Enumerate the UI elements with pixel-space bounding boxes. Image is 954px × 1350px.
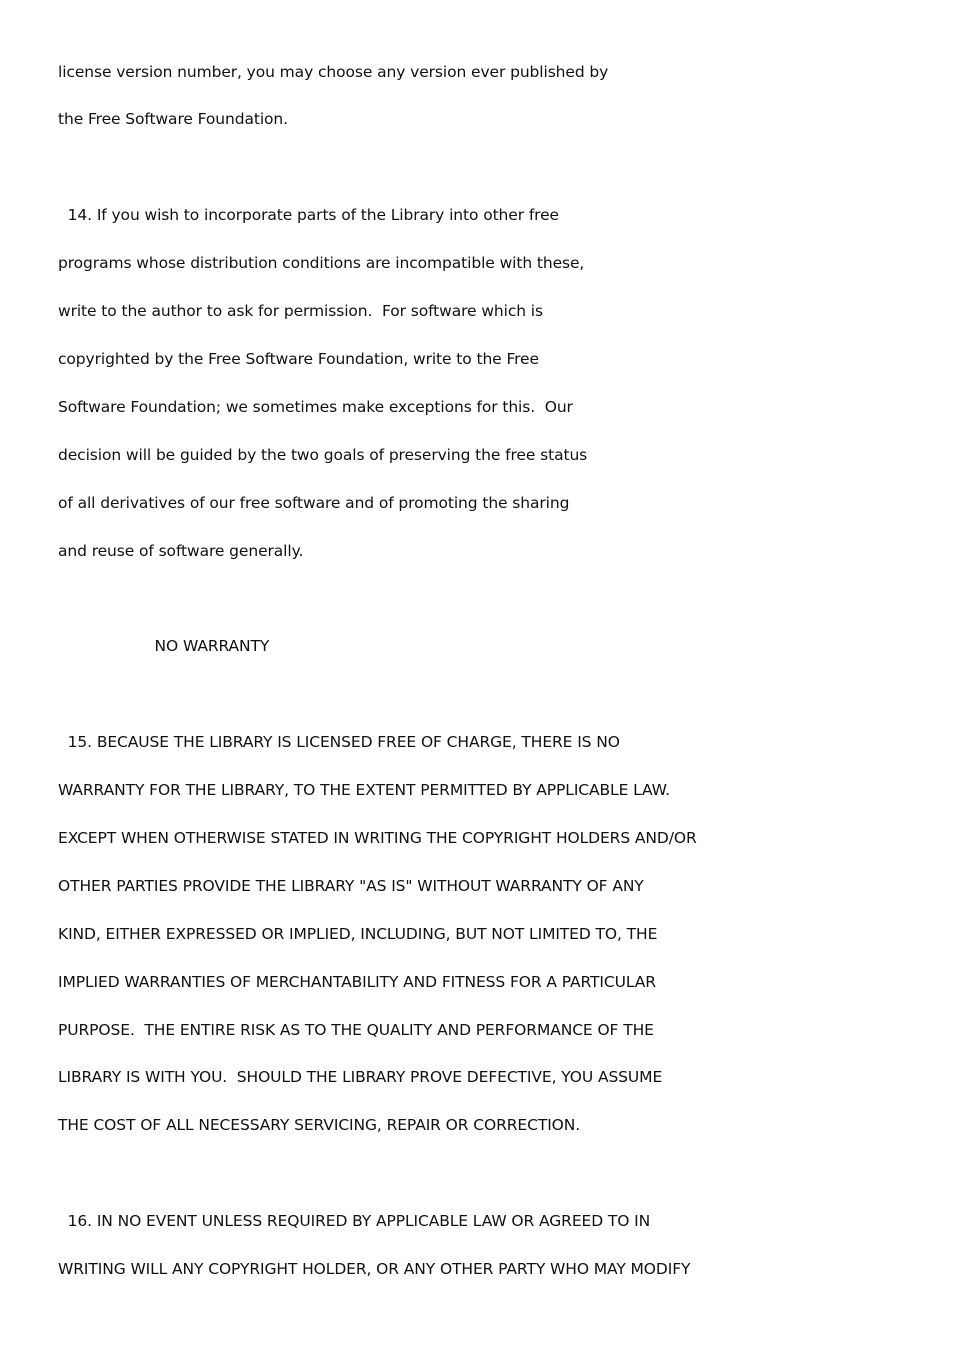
text-line: license version number, you may choose any version ever published by [58, 63, 609, 81]
paragraph-14-line: and reuse of software generally. [58, 542, 304, 560]
paragraph-15-line: EXCEPT WHEN OTHERWISE STATED IN WRITING THE COPYRIGHT HOLDERS AND/OR [58, 829, 697, 847]
paragraph-15-line: IMPLIED WARRANTIES OF MERCHANTABILITY AND FITNESS FOR A PARTICULAR [58, 973, 656, 991]
paragraph-15-line: PURPOSE. THE ENTIRE RISK AS TO THE QUALITY AND PERFORMANCE OF THE [58, 1021, 654, 1039]
section-heading-no-warranty: NO WARRANTY [58, 637, 270, 655]
paragraph-14-line: write to the author to ask for permission. For software which is [58, 302, 543, 320]
paragraph-15-line: THE COST OF ALL NECESSARY SERVICING, REPAIR OR CORRECTION. [58, 1116, 581, 1134]
paragraph-14-line: of all derivatives of our free software and of promoting the sharing [58, 494, 570, 512]
paragraph-14-line: decision will be guided by the two goals of preserving the free status [58, 446, 588, 464]
paragraph-14-line: Software Foundation; we sometimes make exceptions for this. Our [58, 398, 573, 416]
paragraph-16-line: WRITING WILL ANY COPYRIGHT HOLDER, OR ANY OTHER PARTY WHO MAY MODIFY [58, 1260, 691, 1278]
paragraph-15-line: WARRANTY FOR THE LIBRARY, TO THE EXTENT PERMITTED BY APPLICABLE LAW. [58, 781, 670, 799]
paragraph-14-line: programs whose distribution conditions are incompatible with these, [58, 254, 585, 272]
paragraph-15-line: LIBRARY IS WITH YOU. SHOULD THE LIBRARY PROVE DEFECTIVE, YOU ASSUME [58, 1068, 663, 1086]
paragraph-14-line: 14. If you wish to incorporate parts of the Library into other free [58, 206, 559, 224]
text-line: the Free Software Foundation. [58, 110, 288, 128]
paragraph-15-line: OTHER PARTIES PROVIDE THE LIBRARY "AS IS" WITHOUT WARRANTY OF ANY [58, 877, 644, 895]
paragraph-14-line: copyrighted by the Free Software Foundation, write to the Free [58, 350, 539, 368]
paragraph-15-line: KIND, EITHER EXPRESSED OR IMPLIED, INCLUDING, BUT NOT LIMITED TO, THE [58, 925, 658, 943]
paragraph-15-line: 15. BECAUSE THE LIBRARY IS LICENSED FREE OF CHARGE, THERE IS NO [58, 733, 620, 751]
paragraph-16-line: 16. IN NO EVENT UNLESS REQUIRED BY APPLICABLE LAW OR AGREED TO IN [58, 1212, 651, 1230]
